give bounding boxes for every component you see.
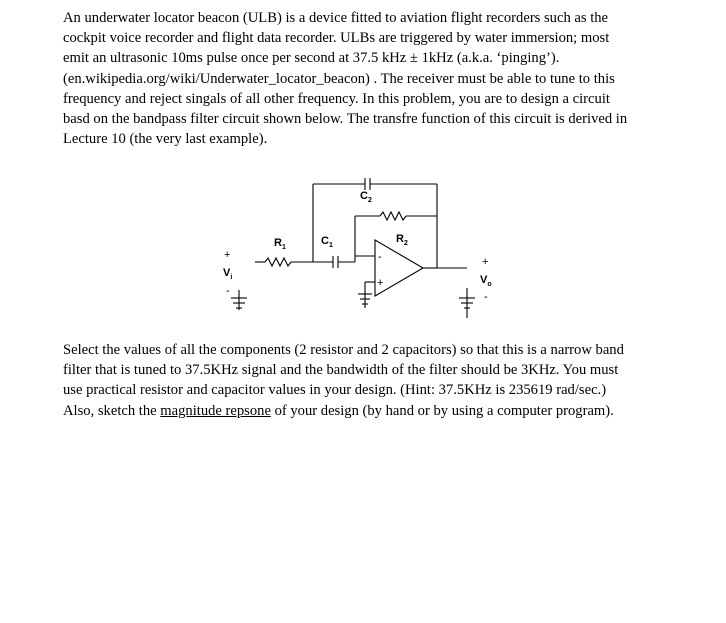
vo-label: $V_o$	[480, 274, 492, 288]
bandpass-filter-circuit	[205, 170, 505, 330]
c2-label: $C_2$	[360, 190, 372, 204]
text-line: cockpit voice recorder and flight data recorder. ULBs are triggered by water immersion; most	[63, 30, 610, 47]
opamp-inverting-sign: -	[378, 251, 382, 263]
text-line: (en.wikipedia.org/wiki/Underwater_locator_beacon) . The receiver must be able to tune to this	[63, 70, 615, 87]
text-line: An underwater locator beacon (ULB) is a device fitted to aviation flight recorders such as the	[63, 10, 609, 26]
r2-label: $R_2$	[396, 233, 408, 247]
text-line: Lecture 10 (the very last example).	[63, 131, 268, 148]
text-line: frequency and reject singals of all other frequency. In this problem, you are to design a circuit	[63, 90, 610, 107]
problem-description	[63, 8, 663, 149]
text-line: Select the values of all the components (2 resistor and 2 capacitors) so that this is a narrow band	[63, 342, 624, 358]
r1-resistor	[265, 258, 291, 266]
r1-label: $R_1$	[274, 237, 286, 251]
vi-label: $V_i$	[223, 267, 233, 281]
vo-minus-sign: -	[484, 291, 488, 303]
r2-resistor	[380, 212, 406, 220]
task-instructions	[63, 340, 663, 421]
text-line	[63, 401, 663, 421]
text-line: basd on the bandpass filter circuit shown below. The transfre function of this circuit is derived in	[63, 111, 628, 128]
vi-minus-sign: -	[226, 285, 230, 297]
vo-plus-sign: +	[482, 256, 489, 268]
magnitude-response-underlined: magnitude repsone	[160, 402, 271, 419]
text-prefix: Also, sketch the	[63, 402, 161, 419]
text-line: filter that is tuned to 37.5KHz signal and the bandwidth of the filter should be 3KHz. You must	[63, 362, 619, 379]
c1-label: $C_1$	[321, 235, 333, 249]
text-line: emit an ultrasonic 10ms pulse once per second at 37.5 kHz ± 1kHz (a.k.a. ‘pinging’).	[63, 50, 560, 67]
text-suffix: of your design (by hand or by using a computer program).	[270, 402, 614, 419]
text-line: use practical resistor and capacitor values in your design. (Hint: 37.5KHz is 235619 rad/sec.)	[63, 382, 607, 399]
vi-plus-sign: +	[224, 249, 231, 261]
opamp-noninverting-sign: +	[377, 277, 384, 289]
